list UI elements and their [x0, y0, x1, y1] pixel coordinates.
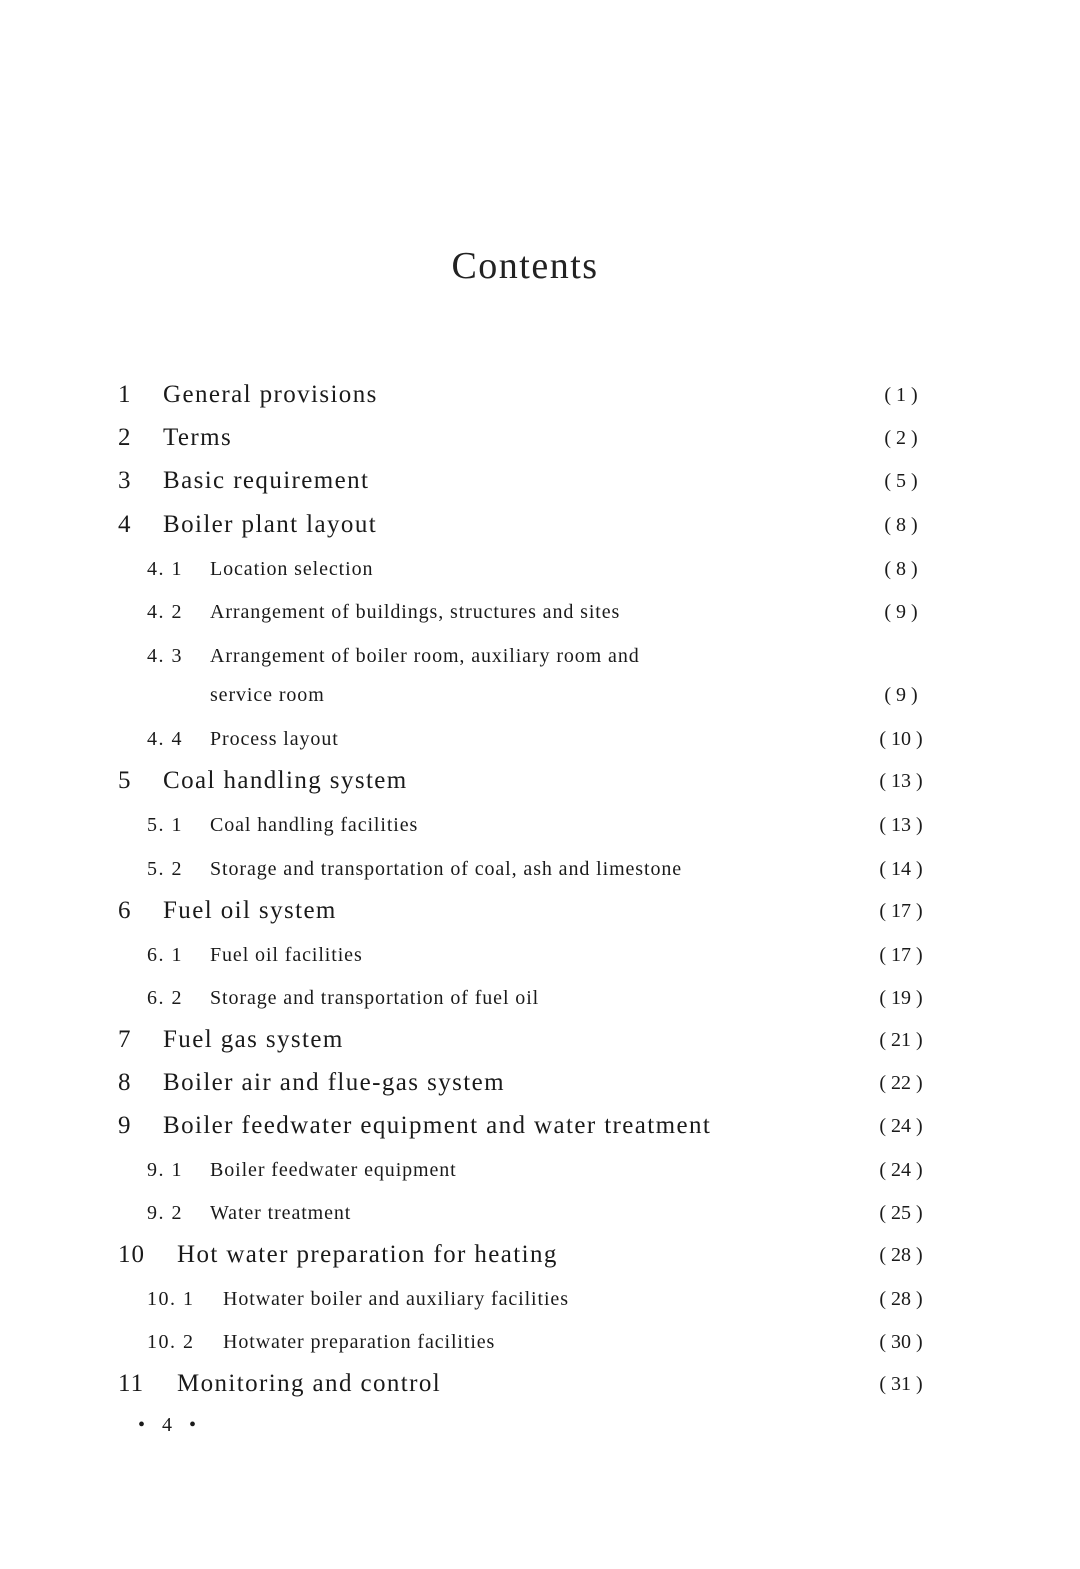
section-number: 7 — [118, 1026, 132, 1053]
section-title: Hotwater boiler and auxiliary facilities — [223, 1288, 569, 1310]
section-number: 3 — [118, 467, 132, 494]
dot-leader — [275, 418, 853, 458]
section-title: Fuel oil system — [163, 897, 337, 924]
section-title: Hot water preparation for heating — [177, 1241, 558, 1268]
section-title: Coal handling system — [163, 767, 408, 794]
section-title: Storage and transportation of coal, ash and limestone — [210, 858, 683, 880]
page-reference: ( 25 ) — [879, 1202, 923, 1224]
page-reference: ( 8 ) — [884, 514, 918, 536]
dot-leader — [712, 592, 853, 632]
toc-entry[interactable] — [0, 1063, 1080, 1103]
page-reference: ( 13 ) — [879, 770, 923, 792]
section-title-continued: service room — [210, 684, 325, 706]
toc-entry[interactable] — [0, 1020, 1080, 1060]
toc-entry[interactable] — [0, 935, 1080, 975]
toc-entry[interactable] — [0, 761, 1080, 801]
section-title: Terms — [163, 424, 233, 451]
toc-entry[interactable] — [0, 719, 1080, 759]
section-title: General provisions — [163, 381, 378, 408]
toc-entry[interactable] — [0, 1193, 1080, 1233]
section-title: Boiler plant layout — [163, 511, 378, 538]
page-reference: ( 31 ) — [879, 1373, 923, 1395]
section-title: Fuel oil facilities — [210, 944, 363, 966]
toc-entry[interactable] — [0, 592, 1080, 632]
section-title: Boiler air and flue-gas system — [163, 1069, 505, 1096]
toc-entry[interactable] — [0, 805, 1080, 845]
section-title: Location selection — [210, 558, 374, 580]
dot-leader — [801, 1106, 853, 1146]
page-reference: ( 28 ) — [879, 1244, 923, 1266]
section-number: 4. 3 — [147, 645, 183, 667]
dot-leader — [452, 761, 853, 801]
page-reference: ( 22 ) — [879, 1072, 923, 1094]
page-reference: ( 21 ) — [879, 1029, 923, 1051]
page-title: Contents — [451, 245, 599, 287]
dot-leader — [567, 1063, 853, 1103]
toc-entry[interactable] — [0, 978, 1080, 1018]
dot-leader — [624, 978, 853, 1018]
dot-leader — [393, 1020, 853, 1060]
dot-leader — [393, 935, 853, 975]
toc-entry[interactable] — [0, 505, 1080, 545]
section-number: 6. 1 — [147, 944, 183, 966]
section-number: 9 — [118, 1112, 132, 1139]
section-number: 8 — [118, 1069, 132, 1096]
section-title: Arrangement of boiler room, auxiliary room and — [210, 645, 640, 667]
dot-leader — [481, 805, 853, 845]
dot-leader — [481, 1364, 853, 1404]
dot-leader — [423, 461, 853, 501]
dot-leader — [624, 1235, 853, 1275]
section-number: 4. 2 — [147, 601, 183, 623]
toc-entry[interactable] — [0, 849, 1080, 889]
toc-entry[interactable] — [0, 375, 1080, 415]
toc-entry-continuation[interactable] — [0, 675, 1080, 715]
section-number: 4. 4 — [147, 728, 183, 750]
page-reference: ( 10 ) — [879, 728, 923, 750]
toc-entry[interactable] — [0, 1364, 1080, 1404]
toc-entry[interactable] — [0, 549, 1080, 589]
page-reference: ( 24 ) — [879, 1115, 923, 1137]
section-number: 6 — [118, 897, 132, 924]
page-reference: ( 14 ) — [879, 858, 923, 880]
section-title: Process layout — [210, 728, 339, 750]
dot-leader — [423, 505, 853, 545]
section-title: Arrangement of buildings, structures and sites — [210, 601, 621, 623]
page-reference: ( 1 ) — [884, 384, 918, 406]
section-number: 4 — [118, 511, 132, 538]
section-title: Hotwater preparation facilities — [223, 1331, 496, 1353]
toc-entry[interactable] — [0, 1279, 1080, 1319]
toc-entry[interactable] — [0, 418, 1080, 458]
page-reference: ( 13 ) — [879, 814, 923, 836]
dot-leader — [567, 1322, 853, 1362]
section-number: 5. 1 — [147, 814, 183, 836]
section-number: 5 — [118, 767, 132, 794]
dot-leader — [653, 1279, 853, 1319]
section-number: 9. 1 — [147, 1159, 183, 1181]
page-reference: ( 9 ) — [884, 684, 918, 706]
section-title: Boiler feedwater equipment and water treatment — [163, 1112, 712, 1139]
section-title: Basic requirement — [163, 467, 370, 494]
toc-entry[interactable] — [0, 1150, 1080, 1190]
section-number: 10. 2 — [147, 1331, 195, 1353]
section-title: Water treatment — [210, 1202, 352, 1224]
dot-leader — [393, 719, 853, 759]
section-number: 11 — [118, 1370, 145, 1397]
page-reference: ( 30 ) — [879, 1331, 923, 1353]
page-reference: ( 17 ) — [879, 944, 923, 966]
dot-leader — [423, 549, 853, 589]
page-reference: ( 19 ) — [879, 987, 923, 1009]
page-reference: ( 5 ) — [884, 470, 918, 492]
section-title: Fuel gas system — [163, 1026, 344, 1053]
dot-leader — [801, 849, 853, 889]
page-number: • 4 • — [138, 1414, 203, 1436]
section-title: Coal handling facilities — [210, 814, 419, 836]
page-reference: ( 28 ) — [879, 1288, 923, 1310]
dot-leader — [364, 891, 853, 931]
page-reference: ( 17 ) — [879, 900, 923, 922]
page-reference: ( 9 ) — [884, 601, 918, 623]
page-reference: ( 2 ) — [884, 427, 918, 449]
toc-entry[interactable] — [0, 636, 1080, 676]
section-title: Storage and transportation of fuel oil — [210, 987, 540, 1009]
section-title: Boiler feedwater equipment — [210, 1159, 457, 1181]
dot-leader — [393, 1193, 853, 1233]
toc-entry[interactable] — [0, 891, 1080, 931]
section-number: 1 — [118, 381, 132, 408]
page-reference: ( 24 ) — [879, 1159, 923, 1181]
section-number: 5. 2 — [147, 858, 183, 880]
section-number: 9. 2 — [147, 1202, 183, 1224]
toc-entry[interactable] — [0, 1235, 1080, 1275]
page-reference: ( 8 ) — [884, 558, 918, 580]
toc-entry[interactable] — [0, 1322, 1080, 1362]
toc-entry[interactable] — [0, 461, 1080, 501]
section-number: 4. 1 — [147, 558, 183, 580]
dot-leader — [510, 1150, 853, 1190]
section-number: 10. 1 — [147, 1288, 195, 1310]
dot-leader — [364, 675, 853, 715]
dot-leader — [423, 375, 853, 415]
section-number: 10 — [118, 1241, 145, 1268]
section-number: 6. 2 — [147, 987, 183, 1009]
section-title: Monitoring and control — [177, 1370, 442, 1397]
section-number: 2 — [118, 424, 132, 451]
toc-entry[interactable] — [0, 1106, 1080, 1146]
